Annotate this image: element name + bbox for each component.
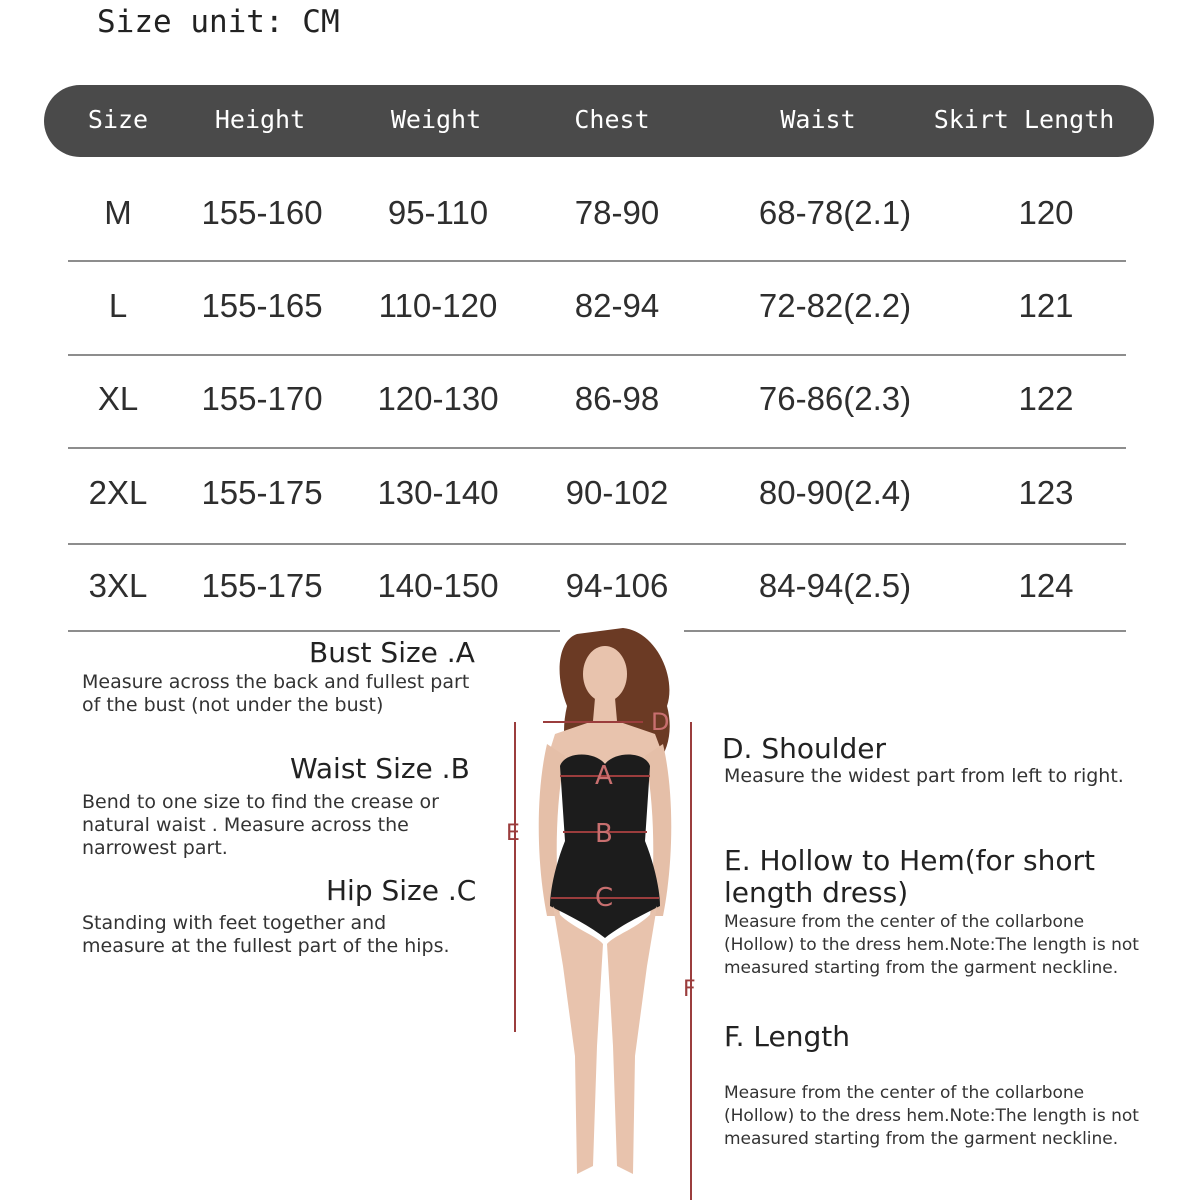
length-description: Measure from the center of the collarbone (Hollow) to the dress hem.Note:The length is not measured starting from the garment neckline. bbox=[724, 1083, 1139, 1149]
table-cell: 80-90(2.4) bbox=[758, 474, 912, 511]
row-divider bbox=[68, 543, 1126, 545]
table-cell: 155-175 bbox=[201, 474, 323, 511]
waist-size-description: Bend to one size to find the crease or natural waist . Measure across the narrowest part. bbox=[82, 791, 439, 859]
marker-f: F bbox=[683, 977, 696, 1002]
table-cell: 120 bbox=[1018, 194, 1074, 231]
table-cell: 155-165 bbox=[201, 287, 323, 324]
hollow-to-hem-title: E. Hollow to Hem(for short length dress) bbox=[724, 844, 1096, 909]
column-header-2: Weight bbox=[390, 105, 482, 134]
table-cell: M bbox=[104, 194, 132, 231]
table-cell: 122 bbox=[1018, 380, 1074, 417]
column-header-3: Chest bbox=[574, 105, 650, 134]
size-unit-label: Size unit: CM bbox=[97, 4, 340, 40]
table-cell: 123 bbox=[1018, 474, 1074, 511]
bust-size-title: Bust Size .A bbox=[309, 636, 475, 669]
table-cell: 72-82(2.2) bbox=[758, 287, 912, 324]
table-cell: 84-94(2.5) bbox=[758, 567, 912, 604]
table-cell: 140-150 bbox=[377, 567, 499, 604]
table-cell: 155-160 bbox=[201, 194, 323, 231]
table-cell: 82-94 bbox=[574, 287, 660, 324]
row-divider-left bbox=[68, 630, 560, 632]
table-cell: 94-106 bbox=[565, 567, 669, 604]
row-divider bbox=[68, 354, 1126, 356]
row-divider-right bbox=[684, 630, 1126, 632]
shoulder-description: Measure the widest part from left to right. bbox=[724, 765, 1124, 787]
marker-c: C bbox=[595, 883, 614, 913]
left-leg bbox=[553, 906, 603, 1174]
table-cell: 124 bbox=[1018, 567, 1074, 604]
shoulder-title: D. Shoulder bbox=[722, 732, 887, 765]
column-header-1: Height bbox=[214, 105, 306, 134]
table-cell: 155-175 bbox=[201, 567, 323, 604]
marker-e: E bbox=[506, 821, 520, 846]
waist-size-title: Waist Size .B bbox=[290, 752, 470, 785]
table-cell: 130-140 bbox=[377, 474, 499, 511]
table-cell: 95-110 bbox=[387, 194, 489, 231]
hip-size-description: Standing with feet together and measure at the fullest part of the hips. bbox=[82, 912, 450, 957]
table-cell: L bbox=[108, 287, 128, 324]
length-title: F. Length bbox=[724, 1020, 850, 1053]
table-cell: 86-98 bbox=[574, 380, 660, 417]
row-divider bbox=[68, 447, 1126, 449]
hip-size-title: Hip Size .C bbox=[326, 874, 477, 907]
right-leg bbox=[607, 906, 657, 1174]
table-cell: 90-102 bbox=[565, 474, 669, 511]
face-shape bbox=[583, 646, 627, 702]
table-cell: 2XL bbox=[88, 474, 148, 511]
table-cell: 120-130 bbox=[377, 380, 499, 417]
column-header-5: Skirt Length bbox=[933, 105, 1115, 134]
table-cell: XL bbox=[97, 380, 139, 417]
marker-b: B bbox=[595, 819, 613, 849]
marker-d: D bbox=[651, 708, 670, 736]
bust-size-description: Measure across the back and fullest part of the bust (not under the bust) bbox=[82, 671, 470, 716]
table-cell: 3XL bbox=[88, 567, 148, 604]
table-cell: 121 bbox=[1018, 287, 1074, 324]
hollow-to-hem-description: Measure from the center of the collarbone (Hollow) to the dress hem.Note:The length is not measured starting from the garment neckline. bbox=[724, 912, 1139, 978]
table-cell: 68-78(2.1) bbox=[758, 194, 912, 231]
table-cell: 155-170 bbox=[201, 380, 323, 417]
marker-a: A bbox=[595, 761, 613, 791]
table-cell: 110-120 bbox=[378, 287, 498, 324]
table-cell: 78-90 bbox=[574, 194, 660, 231]
model-measurement-figure bbox=[505, 626, 705, 1200]
column-header-0: Size bbox=[87, 105, 149, 134]
table-cell: 76-86(2.3) bbox=[758, 380, 912, 417]
column-header-4: Waist bbox=[780, 105, 856, 134]
row-divider bbox=[68, 260, 1126, 262]
